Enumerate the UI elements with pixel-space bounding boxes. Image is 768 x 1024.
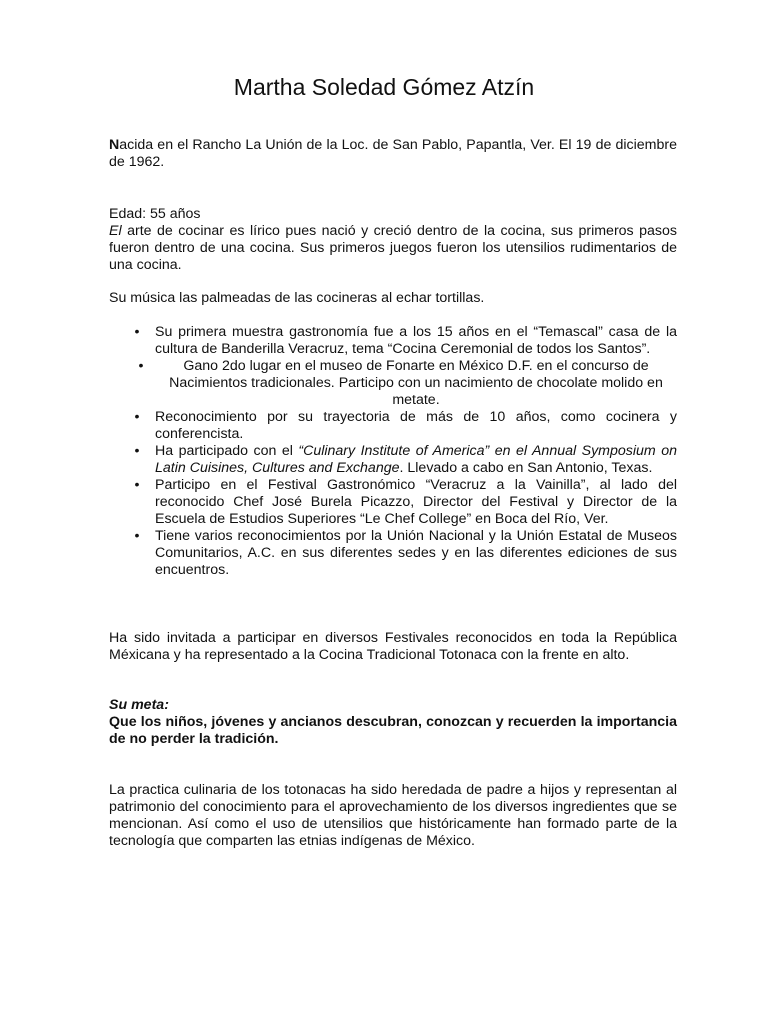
art-initial: El [109,223,122,239]
achievements-list [109,324,677,579]
document-title: Martha Soledad Gómez Atzín [233,74,535,100]
list-item [109,324,677,358]
music-paragraph: Su música las palmeadas de las cocineras al echar tortillas. [109,290,485,306]
list-item [109,358,677,409]
list-item [109,528,677,579]
list-item-text: Su primera muestra gastronomía fue a los 15 años en el “Temascal” casa de la cultura de Banderilla Veracruz, tema “Cocina Ceremonial de todos los Santos”. [155,324,677,357]
age-and-art-block [109,206,677,274]
list-item-text: Tiene varios reconocimientos por la Unión Nacional y la Unión Estatal de Museos Comunitarios, A.C. en sus diferentes sedes y en las diferentes ediciones de sus encuentros. [155,528,677,578]
list-item-text-italic: “Culinary Institute of America” en el Annual Symposium on Latin Cuisines, Cultures and Exchange [155,443,677,476]
goal-text: Que los niños, jóvenes y ancianos descubran, conozcan y recuerden la importancia de no perder la tradición. [109,714,677,747]
practice-paragraph: La practica culinaria de los totonacas ha sido heredada de padre a hijos y representan al patrimonio del conocimiento para el aprovechamiento de los diversos ingredientes que se mencionan. Así como el uso de utensilios que históricamente han formado parte de la tecnología que comparten las etnias indígenas de México. [109,782,677,849]
list-item-text: Gano 2do lugar en el museo de Fonarte en México D.F. en el concurso de Nacimientos tradicionales. Participo con un nacimiento de chocolate molido en metate. [169,358,663,408]
bullet-icon: • [134,528,140,544]
age-line: Edad: 55 años [109,206,201,222]
intro-paragraph [109,137,677,171]
list-item-text-after: . Llevado a cabo en San Antonio, Texas. [399,460,653,476]
intro-initial: N [109,137,120,153]
art-text: arte de cocinar es lírico pues nació y creció dentro de la cocina, sus primeros pasos fueron dentro de una cocina. Sus primeros juegos fueron los utensilios rudimentarios de una cocina. [109,223,677,273]
intro-text: acida en el Rancho La Unión de la Loc. de San Pablo, Papantla, Ver. El 19 de diciembre de 1962. [109,137,677,170]
list-item-text: Reconocimiento por su trayectoria de más de 10 años, como cocinera y conferencista. [155,409,677,442]
art-paragraph [109,223,677,274]
list-item-text-before: Ha participado con el [155,443,299,459]
goal-block [109,697,677,748]
list-item [109,409,677,443]
bullet-icon: • [134,324,140,340]
goal-label: Su meta: [109,697,169,713]
invited-paragraph: Ha sido invitada a participar en diversos Festivales reconocidos en toda la República Méxicana y ha representado a la Cocina Tradicional Totonaca con la frente en alto. [109,630,677,663]
bullet-icon: • [138,358,144,374]
list-item-text: Participo en el Festival Gastronómico “Veracruz a la Vainilla”, al lado del reconocido Chef José Burela Picazzo, Director del Festival y Director de la Escuela de Estudios Superiores “Le Chef College” en Boca del Río, Ver. [155,477,677,527]
bullet-icon: • [134,409,140,425]
list-item [109,477,677,528]
bullet-icon: • [134,443,140,459]
bullet-icon: • [134,477,140,493]
list-item [109,443,677,477]
